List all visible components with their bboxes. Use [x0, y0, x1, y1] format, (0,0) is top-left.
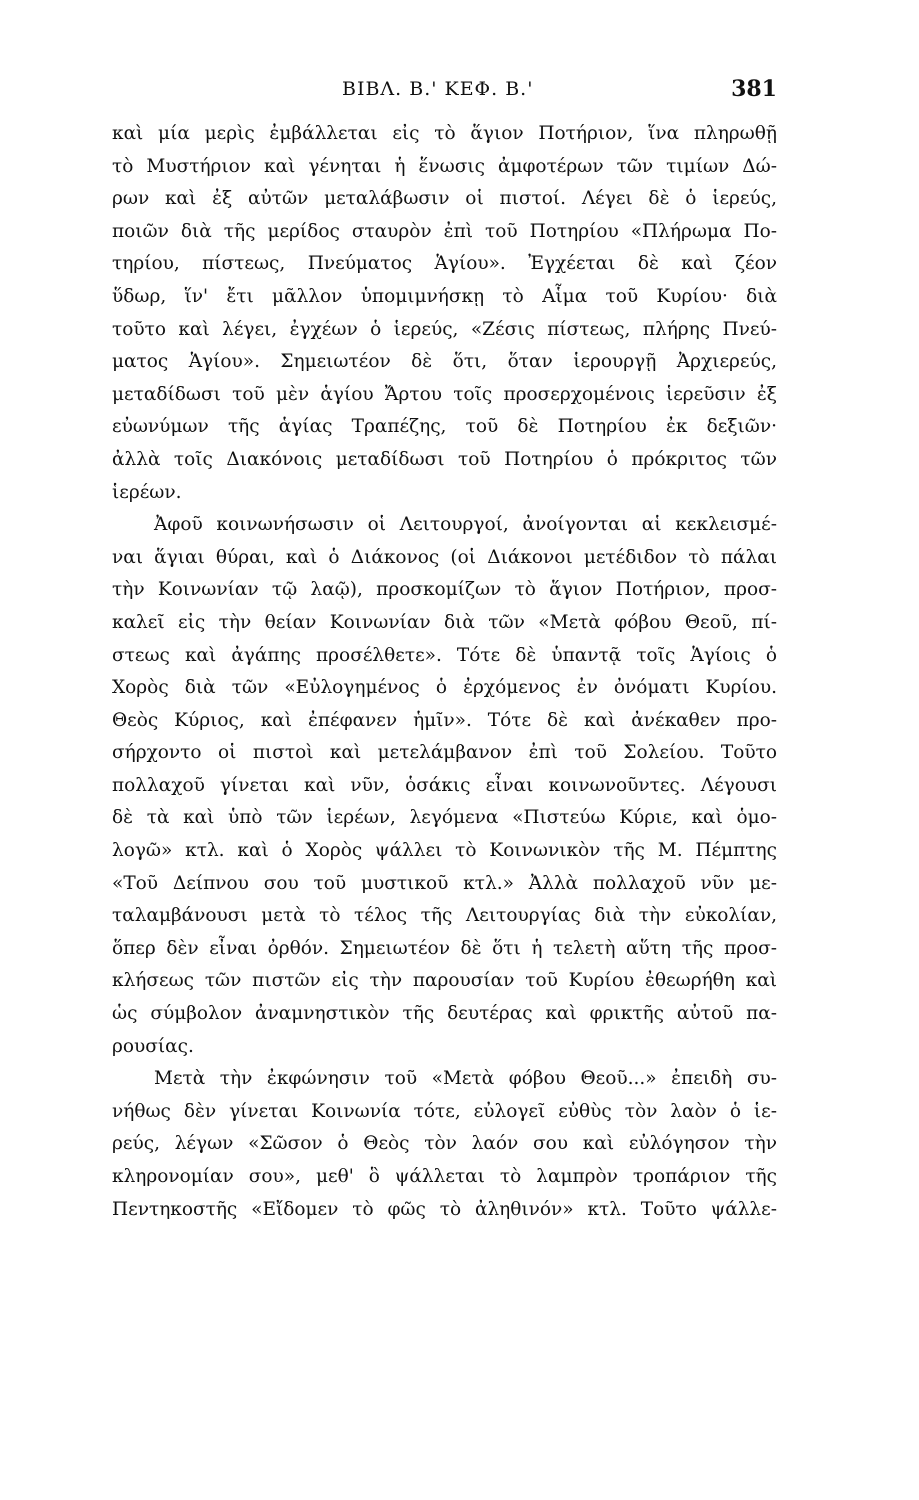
text-line: κληρονομίαν σου», μεθ' ὃ ψάλλεται τὸ λαμπρὸν τροπάριον τῆς	[112, 1166, 777, 1187]
text-line: πολλαχοῦ γίνεται καὶ νῦν, ὁσάκις εἶναι κοινωνοῦντες. Λέγουσι	[112, 774, 777, 796]
text-line: τὴν Κοινωνίαν τῷ λαῷ), προσκομίζων τὸ ἅγιον Ποτήριον, προσ-	[112, 579, 777, 601]
text-line: μεταδίδωσι τοῦ μὲν ἁγίου Ἄρτου τοῖς προσερχομένοις ἱερεῦσιν ἐξ	[112, 383, 777, 405]
text-line: ταλαμβάνουσι μετὰ τὸ τέλος τῆς Λειτουργίας διὰ τὴν εὐκολίαν,	[112, 905, 777, 927]
text-line: στεως καὶ ἀγάπης προσέλθετε». Τότε δὲ ὑπαντᾷ τοῖς Ἁγίοις ὁ	[112, 644, 777, 666]
running-head	[112, 78, 777, 108]
text-line: ὅπερ δὲν εἶναι ὀρθόν. Σημειωτέον δὲ ὅτι ἡ τελετὴ αὕτη τῆς προσ-	[112, 937, 777, 959]
text-line: σήρχοντο οἱ πιστοὶ καὶ μετελάμβανον ἐπὶ τοῦ Σολείου. Τοῦτο	[112, 742, 777, 764]
text-line: ἀλλὰ τοῖς Διακόνοις μεταδίδωσι τοῦ Ποτηρίου ὁ πρόκριτος τῶν	[112, 448, 777, 470]
text-line: τοῦτο καὶ λέγει, ἐγχέων ὁ ἱερεύς, «Ζέσις πίστεως, πλήρης Πνεύ-	[112, 318, 777, 340]
text-line: Θεὸς Κύριος, καὶ ἐπέφανεν ἡμῖν». Τότε δὲ καὶ ἀνέκαθεν προ-	[112, 709, 777, 731]
running-title: ΒΙΒΛ. Β.' ΚΕΦ. Β.'	[342, 78, 534, 100]
text-line: καλεῖ εἰς τὴν θείαν Κοινωνίαν διὰ τῶν «Μετὰ φόβου Θεοῦ, πί-	[112, 611, 777, 633]
text-line: τὸ Μυστήριον καὶ γένηται ἡ ἕνωσις ἀμφοτέρων τῶν τιμίων Δώ-	[112, 155, 777, 177]
paragraph-start-line: Ἀφοῦ κοινωνήσωσιν οἱ Λειτουργοί, ἀνοίγονται αἱ κεκλεισμέ-	[154, 514, 777, 536]
text-line: δὲ τὰ καὶ ὑπὸ τῶν ἱερέων, λεγόμενα «Πιστεύω Κύριε, καὶ ὁμο-	[112, 807, 777, 829]
text-line: νήθως δὲν γίνεται Κοινωνία τότε, εὐλογεῖ εὐθὺς τὸν λαὸν ὁ ἱε-	[112, 1100, 777, 1122]
paragraph-start-line: Μετὰ τὴν ἐκφώνησιν τοῦ «Μετὰ φόβου Θεοῦ...» ἐπειδὴ συ-	[154, 1068, 777, 1090]
text-line: ὕδωρ, ἵν' ἔτι μᾶλλον ὑπομιμνήσκῃ τὸ Αἷμα τοῦ Κυρίου· διὰ	[112, 285, 777, 307]
paragraph-end-line: ρουσίας.	[112, 1035, 194, 1057]
text-line: ρεύς, λέγων «Σῶσον ὁ Θεὸς τὸν λαόν σου καὶ εὐλόγησον τὴν	[112, 1133, 777, 1155]
text-line: τηρίου, πίστεως, Πνεύματος Ἁγίου». Ἐγχέεται δὲ καὶ ζέον	[112, 253, 777, 275]
text-line: ματος Ἁγίου». Σημειωτέον δὲ ὅτι, ὅταν ἱερουργῇ Ἀρχιερεύς,	[112, 351, 777, 373]
text-line: εὐωνύμων τῆς ἁγίας Τραπέζης, τοῦ δὲ Ποτηρίου ἐκ δεξιῶν·	[112, 416, 777, 438]
text-line: «Τοῦ Δείπνου σου τοῦ μυστικοῦ κτλ.» Ἀλλὰ πολλαχοῦ νῦν με-	[112, 872, 777, 894]
text-line: κλήσεως τῶν πιστῶν εἰς τὴν παρουσίαν τοῦ Κυρίου ἐθεωρήθη καὶ	[112, 970, 777, 992]
text-line: καὶ μία μερὶς ἐμβάλλεται εἰς τὸ ἅγιον Ποτήριον, ἵνα πληρωθῇ	[112, 123, 777, 144]
text-line: Χορὸς διὰ τῶν «Εὐλογημένος ὁ ἐρχόμενος ἐν ὀνόματι Κυρίου.	[112, 677, 777, 699]
text-line: ὡς σύμβολον ἀναμνηστικὸν τῆς δευτέρας καὶ φρικτῆς αὐτοῦ πα-	[112, 1003, 777, 1025]
page-number: 381	[731, 76, 777, 102]
text-line: Πεντηκοστῆς «Εἴδομεν τὸ φῶς τὸ ἀληθινόν» κτλ. Τοῦτο ψάλλε-	[112, 1198, 777, 1220]
text-line: ποιῶν διὰ τῆς μερίδος σταυρὸν ἐπὶ τοῦ Ποτηρίου «Πλήρωμα Πο-	[112, 220, 777, 242]
paragraph-end-line: ἱερέων.	[112, 481, 182, 503]
text-line: ναι ἅγιαι θύραι, καὶ ὁ Διάκονος (οἱ Διάκονοι μετέδιδον τὸ πάλαι	[112, 546, 777, 568]
body-text	[112, 118, 777, 1226]
text-line: λογῶ» κτλ. καὶ ὁ Χορὸς ψάλλει τὸ Κοινωνικὸν τῆς Μ. Πέμπτης	[112, 840, 777, 862]
text-line: ρων καὶ ἐξ αὐτῶν μεταλάβωσιν οἱ πιστοί. Λέγει δὲ ὁ ἱερεύς,	[112, 188, 777, 210]
